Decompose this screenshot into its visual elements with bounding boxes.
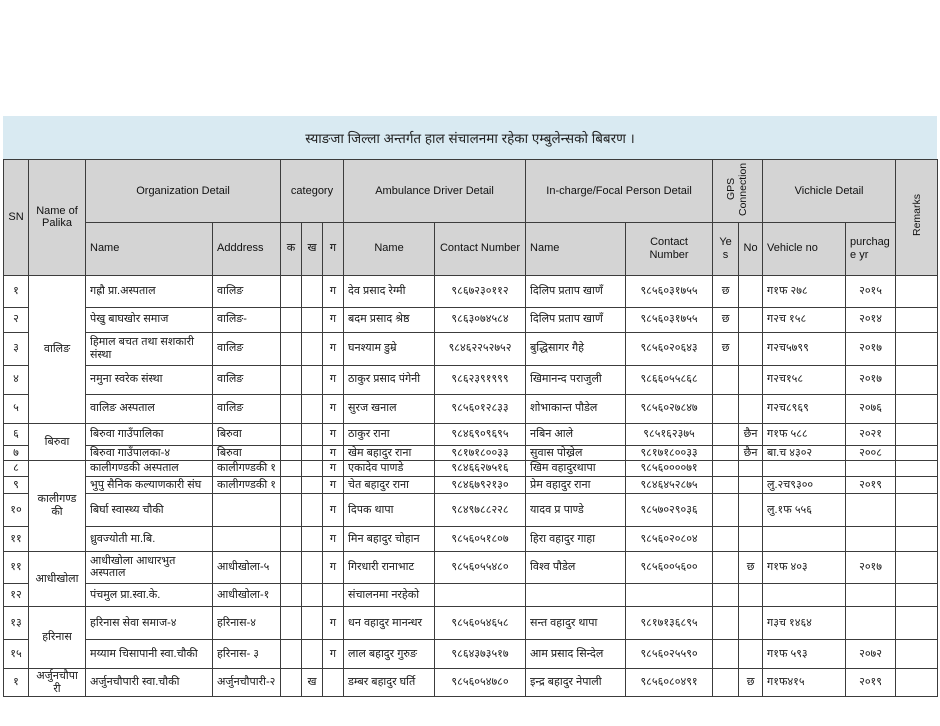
vehicle-no-cell: लु.१फ ५५६: [763, 493, 846, 526]
org-address-cell: वालिङ-: [213, 307, 281, 332]
incharge-contact-cell: ९८५१६२३७५: [626, 423, 713, 445]
table-row: [4, 639, 938, 668]
org-address-cell: [213, 493, 281, 526]
incharge-name-cell: दिलिप प्रताप खाणँ: [526, 275, 626, 307]
remarks-cell: [896, 606, 938, 639]
incharge-name-cell: खिम वहादुरथापा: [526, 461, 626, 477]
org-name-cell: कालीगण्डकी अस्पताल: [86, 461, 213, 477]
col-header-gps-connection: [713, 160, 763, 223]
sn-cell: १३: [4, 606, 29, 639]
org-address-cell: अर्जुनचौपारी-२: [213, 668, 281, 696]
gps-yes-cell: [713, 394, 739, 423]
incharge-name-cell: खिमानन्द पराजुली: [526, 365, 626, 394]
driver-contact-cell: ९८६७२३०११२: [435, 275, 526, 307]
category-kha-cell: [302, 476, 323, 493]
driver-contact-cell: ९८४६२२५२७५२: [435, 332, 526, 365]
incharge-contact-cell: ९८५६०३१७५५: [626, 275, 713, 307]
incharge-name-cell: हिरा वहादुर गाहा: [526, 526, 626, 551]
incharge-name-cell: शोभाकान्त पौडेल: [526, 394, 626, 423]
driver-contact-cell: ९८४६९०९६९५: [435, 423, 526, 445]
category-kha-cell: [302, 461, 323, 477]
gps-no-cell: [739, 583, 763, 606]
category-kha-cell: [302, 639, 323, 668]
palika-cell: वालिङ: [29, 275, 86, 423]
incharge-contact-cell: ९८५६०२७८४७: [626, 394, 713, 423]
org-name-cell: मय्याम चिसापानी स्वा.चौकी: [86, 639, 213, 668]
table-row: [4, 461, 938, 477]
driver-contact-cell: ९८६३०७४५८४: [435, 307, 526, 332]
incharge-name-cell: नबिन आले: [526, 423, 626, 445]
incharge-name-cell: इन्द्र बहादुर नेपाली: [526, 668, 626, 696]
incharge-name-cell: आम प्रसाद सिन्देल: [526, 639, 626, 668]
driver-name-cell: डम्बर बहादुर घर्ति: [344, 668, 435, 696]
ambulance-table: [3, 159, 938, 697]
incharge-contact-cell: ९८५६०८०४९१: [626, 668, 713, 696]
driver-contact-cell: ९८४६६२७५१६: [435, 461, 526, 477]
category-ka-cell: [281, 551, 302, 583]
remarks-cell: [896, 365, 938, 394]
category-ga-cell: ग: [323, 275, 344, 307]
sn-cell: ३: [4, 332, 29, 365]
col-header-driver-contact: Contact Number: [435, 222, 526, 275]
col-header-gps-no: No: [739, 222, 763, 275]
org-address-cell: हरिनास- ३: [213, 639, 281, 668]
document-title: स्याङजा जिल्ला अन्तर्गत हाल संचालनमा रहेका एम्बुलेन्सको बिबरण ।: [305, 130, 635, 146]
gps-yes-cell: [713, 365, 739, 394]
incharge-contact-cell: ९८५६०३१७५५: [626, 307, 713, 332]
category-ga-cell: ग: [323, 307, 344, 332]
category-ga-cell: ग: [323, 476, 344, 493]
gps-yes-cell: [713, 461, 739, 477]
vehicle-no-cell: [763, 583, 846, 606]
org-name-cell: हिमाल बचत तथा सशकारी संस्था: [86, 332, 213, 365]
org-name-cell: ध्रुवज्योती मा.बि.: [86, 526, 213, 551]
category-ga-cell: ग: [323, 526, 344, 551]
vehicle-no-cell: ग२च १५८: [763, 307, 846, 332]
category-kha-cell: [302, 445, 323, 461]
incharge-name-cell: यादव प्र पाण्डे: [526, 493, 626, 526]
sn-cell: १५: [4, 639, 29, 668]
gps-yes-cell: [713, 551, 739, 583]
driver-name-cell: संचालनमा नरहेको: [344, 583, 435, 606]
driver-name-cell: देव प्रसाद रेग्मी: [344, 275, 435, 307]
table-row: [4, 606, 938, 639]
driver-name-cell: ठाकुर प्रसाद पंगेनी: [344, 365, 435, 394]
sn-cell: ८: [4, 461, 29, 477]
driver-contact-cell: ९८५६०५१८०७: [435, 526, 526, 551]
purchase-year-cell: २०१९: [846, 476, 896, 493]
category-kha-cell: ख: [302, 668, 323, 696]
driver-name-cell: मिन बहादुर चोहान: [344, 526, 435, 551]
category-ga-cell: ग: [323, 423, 344, 445]
driver-name-cell: घनश्याम डुम्रे: [344, 332, 435, 365]
col-header-driver-detail: Ambulance Driver Detail: [344, 160, 526, 223]
table-row: [4, 365, 938, 394]
driver-name-cell: सुरज खनाल: [344, 394, 435, 423]
org-name-cell: बिरुवा गाउँपालका-४: [86, 445, 213, 461]
category-ka-cell: [281, 307, 302, 332]
remarks-cell: [896, 493, 938, 526]
org-address-cell: आधीखोला-१: [213, 583, 281, 606]
purchase-year-cell: २०१७: [846, 332, 896, 365]
incharge-contact-cell: ९८५६००००७१: [626, 461, 713, 477]
gps-no-cell: [739, 365, 763, 394]
incharge-name-cell: प्रेम वहादुर राना: [526, 476, 626, 493]
driver-contact-cell: ९८५६०५४७८०: [435, 668, 526, 696]
vehicle-no-cell: ग१फ ५८८: [763, 423, 846, 445]
gps-yes-cell: [713, 526, 739, 551]
category-ka-cell: [281, 668, 302, 696]
category-ka-cell: [281, 394, 302, 423]
purchase-year-cell: [846, 493, 896, 526]
category-kha-cell: [302, 275, 323, 307]
purchase-year-cell: [846, 583, 896, 606]
vehicle-no-cell: ग२च८९६९: [763, 394, 846, 423]
org-name-cell: पंचमुल प्रा.स्वा.के.: [86, 583, 213, 606]
remarks-cell: [896, 668, 938, 696]
org-address-cell: बिरुवा: [213, 423, 281, 445]
vehicle-no-cell: ग२च५७९९: [763, 332, 846, 365]
sn-cell: ५: [4, 394, 29, 423]
purchase-year-cell: २०१७: [846, 365, 896, 394]
purchase-year-cell: २००८: [846, 445, 896, 461]
driver-contact-cell: ९८६४३७३५१७: [435, 639, 526, 668]
remarks-cell: [896, 639, 938, 668]
driver-contact-cell: ९८५६०१२८३३: [435, 394, 526, 423]
col-header-driver-name: Name: [344, 222, 435, 275]
incharge-contact-cell: ९८६६०५५८६८: [626, 365, 713, 394]
incharge-name-cell: विश्व पौडेल: [526, 551, 626, 583]
category-kha-cell: [302, 332, 323, 365]
vehicle-no-cell: ग१फ २७८: [763, 275, 846, 307]
col-header-vehicle-detail: Vichicle Detail: [763, 160, 896, 223]
purchase-year-cell: २०१४: [846, 307, 896, 332]
category-ga-cell: [323, 668, 344, 696]
driver-contact-cell: ९८६२३९१९९९: [435, 365, 526, 394]
table-row: [4, 526, 938, 551]
incharge-contact-cell: ९८५६०२०६४३: [626, 332, 713, 365]
col-header-vehicle-no: Vehicle no: [763, 222, 846, 275]
category-ga-cell: ग: [323, 365, 344, 394]
remarks-vertical-label: Remarks: [910, 194, 923, 237]
gps-no-cell: [739, 606, 763, 639]
palika-cell: हरिनास: [29, 606, 86, 668]
org-name-cell: गह्रौ प्रा.अस्पताल: [86, 275, 213, 307]
table-row: [4, 493, 938, 526]
gps-yes-cell: [713, 476, 739, 493]
category-ga-cell: ग: [323, 394, 344, 423]
purchase-year-cell: [846, 606, 896, 639]
driver-name-cell: लाल बहादुर गुरुङ: [344, 639, 435, 668]
category-kha-cell: [302, 526, 323, 551]
purchase-year-cell: २०१९: [846, 668, 896, 696]
gps-connection-vertical-label: GPS Connection: [725, 162, 750, 216]
category-ka-cell: [281, 332, 302, 365]
sn-cell: ९: [4, 476, 29, 493]
col-header-cat-kha: ख: [302, 222, 323, 275]
category-ka-cell: [281, 423, 302, 445]
category-ka-cell: [281, 606, 302, 639]
driver-name-cell: ठाकुर राना: [344, 423, 435, 445]
gps-no-cell: [739, 493, 763, 526]
category-ka-cell: [281, 275, 302, 307]
org-address-cell: बिरुवा: [213, 445, 281, 461]
col-header-incharge-name: Name: [526, 222, 626, 275]
org-address-cell: वालिङ: [213, 332, 281, 365]
remarks-cell: [896, 583, 938, 606]
category-ga-cell: [323, 583, 344, 606]
incharge-contact-cell: [626, 583, 713, 606]
sn-cell: २: [4, 307, 29, 332]
gps-yes-cell: [713, 668, 739, 696]
category-kha-cell: [302, 551, 323, 583]
driver-contact-cell: ९८५६०५४६५८: [435, 606, 526, 639]
incharge-contact-cell: ९८५६०२०८०४: [626, 526, 713, 551]
org-name-cell: आधीखोला आधारभुत अस्पताल: [86, 551, 213, 583]
table-row: [4, 476, 938, 493]
purchase-year-cell: २०१५: [846, 275, 896, 307]
vehicle-no-cell: ग१फ ५९३: [763, 639, 846, 668]
gps-no-cell: [739, 639, 763, 668]
col-header-sn: SN: [4, 160, 29, 276]
category-ga-cell: ग: [323, 461, 344, 477]
incharge-name-cell: बुद्धिसागर गैहे: [526, 332, 626, 365]
col-header-gps-yes: Yes: [713, 222, 739, 275]
remarks-cell: [896, 526, 938, 551]
title-bar: [3, 116, 937, 159]
driver-name-cell: बदम प्रसाद श्रेष्ठ: [344, 307, 435, 332]
category-kha-cell: [302, 394, 323, 423]
gps-yes-cell: छ: [713, 332, 739, 365]
vehicle-no-cell: [763, 526, 846, 551]
category-ga-cell: ग: [323, 551, 344, 583]
remarks-cell: [896, 307, 938, 332]
org-address-cell: वालिङ: [213, 365, 281, 394]
category-ka-cell: [281, 583, 302, 606]
vehicle-no-cell: ग१फ ४०३: [763, 551, 846, 583]
org-address-cell: हरिनास-४: [213, 606, 281, 639]
category-kha-cell: [302, 423, 323, 445]
purchase-year-cell: [846, 526, 896, 551]
palika-cell: अर्जुनचौपारी: [29, 668, 86, 696]
category-kha-cell: [302, 493, 323, 526]
sn-cell: १०: [4, 493, 29, 526]
vehicle-no-cell: बा.च ४३०२: [763, 445, 846, 461]
col-header-category: category: [281, 160, 344, 223]
gps-no-cell: [739, 332, 763, 365]
category-ga-cell: ग: [323, 332, 344, 365]
col-header-palika: Name of Palika: [29, 160, 86, 276]
category-kha-cell: [302, 583, 323, 606]
purchase-year-cell: [846, 461, 896, 477]
gps-no-cell: [739, 461, 763, 477]
table-row: [4, 423, 938, 445]
col-header-incharge-contact: Contact Number: [626, 222, 713, 275]
org-name-cell: हरिनास सेवा समाज-४: [86, 606, 213, 639]
org-address-cell: वालिङ: [213, 275, 281, 307]
gps-yes-cell: [713, 423, 739, 445]
incharge-contact-cell: ९८५७०२९०३६: [626, 493, 713, 526]
driver-contact-cell: ९८५६०५५४८०: [435, 551, 526, 583]
incharge-name-cell: सुवास पोख्रेल: [526, 445, 626, 461]
incharge-contact-cell: ९८१७१३६८९५: [626, 606, 713, 639]
vehicle-no-cell: लु.२च९३००: [763, 476, 846, 493]
table-row: [4, 332, 938, 365]
table-row: [4, 583, 938, 606]
driver-contact-cell: ९८१७१८००३३: [435, 445, 526, 461]
col-header-org-address: Adddress: [213, 222, 281, 275]
vehicle-no-cell: ग२च१५८: [763, 365, 846, 394]
col-header-organization-detail: Organization Detail: [86, 160, 281, 223]
incharge-name-cell: सन्त वहादुर थापा: [526, 606, 626, 639]
driver-name-cell: गिरधारी रानाभाट: [344, 551, 435, 583]
gps-no-cell: छ: [739, 668, 763, 696]
org-address-cell: कालीगण्डकी १: [213, 476, 281, 493]
remarks-cell: [896, 394, 938, 423]
col-header-remarks: [896, 160, 938, 276]
col-header-org-name: Name: [86, 222, 213, 275]
category-kha-cell: [302, 606, 323, 639]
vehicle-no-cell: ग३च १४६४: [763, 606, 846, 639]
driver-contact-cell: ९८४९७८८२२८: [435, 493, 526, 526]
category-ka-cell: [281, 365, 302, 394]
incharge-contact-cell: ९८५६०२५५९०: [626, 639, 713, 668]
driver-name-cell: धन वहादुर मानन्धर: [344, 606, 435, 639]
category-ka-cell: [281, 445, 302, 461]
category-kha-cell: [302, 365, 323, 394]
col-header-cat-ga: ग: [323, 222, 344, 275]
category-ga-cell: ग: [323, 606, 344, 639]
category-kha-cell: [302, 307, 323, 332]
incharge-contact-cell: ९८५६००५६००: [626, 551, 713, 583]
org-address-cell: वालिङ: [213, 394, 281, 423]
gps-no-cell: [739, 307, 763, 332]
gps-yes-cell: [713, 445, 739, 461]
gps-yes-cell: [713, 583, 739, 606]
org-address-cell: [213, 526, 281, 551]
remarks-cell: [896, 445, 938, 461]
gps-yes-cell: [713, 606, 739, 639]
org-name-cell: बिरुवा गाउँपालिका: [86, 423, 213, 445]
remarks-cell: [896, 423, 938, 445]
gps-yes-cell: [713, 493, 739, 526]
table-row: [4, 445, 938, 461]
gps-no-cell: [739, 526, 763, 551]
org-name-cell: भुपु सैनिक कल्याणकारी संघ: [86, 476, 213, 493]
org-address-cell: कालीगण्डकी १: [213, 461, 281, 477]
sn-cell: १: [4, 275, 29, 307]
remarks-cell: [896, 461, 938, 477]
gps-no-cell: [739, 476, 763, 493]
driver-contact-cell: [435, 583, 526, 606]
driver-contact-cell: ९८४६७९२१३०: [435, 476, 526, 493]
vehicle-no-cell: [763, 461, 846, 477]
sn-cell: ११: [4, 551, 29, 583]
remarks-cell: [896, 476, 938, 493]
palika-cell: आधीखोला: [29, 551, 86, 606]
palika-cell: बिरुवा: [29, 423, 86, 461]
sn-cell: ७: [4, 445, 29, 461]
gps-no-cell: [739, 394, 763, 423]
palika-cell: कालीगण्डकी: [29, 461, 86, 552]
purchase-year-cell: २०७२: [846, 639, 896, 668]
driver-name-cell: चेत बहादुर राना: [344, 476, 435, 493]
gps-no-cell: [739, 275, 763, 307]
remarks-cell: [896, 551, 938, 583]
category-ka-cell: [281, 476, 302, 493]
incharge-contact-cell: ९८१७१८००३३: [626, 445, 713, 461]
gps-yes-cell: छ: [713, 307, 739, 332]
category-ga-cell: ग: [323, 445, 344, 461]
gps-yes-cell: [713, 639, 739, 668]
category-ka-cell: [281, 461, 302, 477]
gps-no-cell: छ: [739, 551, 763, 583]
table-row: [4, 551, 938, 583]
gps-yes-cell: छ: [713, 275, 739, 307]
purchase-year-cell: २०१७: [846, 551, 896, 583]
sn-cell: १: [4, 668, 29, 696]
col-header-cat-ka: क: [281, 222, 302, 275]
org-name-cell: पेखु बाघखोर समाज: [86, 307, 213, 332]
sn-cell: ६: [4, 423, 29, 445]
sn-cell: १२: [4, 583, 29, 606]
vehicle-no-cell: ग१फ४१५: [763, 668, 846, 696]
table-row: [4, 668, 938, 696]
category-ka-cell: [281, 639, 302, 668]
org-name-cell: अर्जुनचौपारी स्वा.चौकी: [86, 668, 213, 696]
gps-no-cell: छैन: [739, 423, 763, 445]
gps-no-cell: छैन: [739, 445, 763, 461]
incharge-name-cell: [526, 583, 626, 606]
col-header-incharge-detail: In-charge/Focal Person Detail: [526, 160, 713, 223]
purchase-year-cell: २०७६: [846, 394, 896, 423]
col-header-vehicle-yr: purchage yr: [846, 222, 896, 275]
driver-name-cell: दिपक थापा: [344, 493, 435, 526]
table-row: [4, 394, 938, 423]
sn-cell: ११: [4, 526, 29, 551]
driver-name-cell: एकादेव पाणडे: [344, 461, 435, 477]
category-ka-cell: [281, 493, 302, 526]
driver-name-cell: खेम बहादुर राना: [344, 445, 435, 461]
remarks-cell: [896, 275, 938, 307]
incharge-contact-cell: ९८४६४५२८७५: [626, 476, 713, 493]
table-row: [4, 307, 938, 332]
purchase-year-cell: २०२१: [846, 423, 896, 445]
category-ga-cell: ग: [323, 639, 344, 668]
category-ka-cell: [281, 526, 302, 551]
org-name-cell: बिर्घा स्वास्थ्य चौकी: [86, 493, 213, 526]
remarks-cell: [896, 332, 938, 365]
category-ga-cell: ग: [323, 493, 344, 526]
incharge-name-cell: दिलिप प्रताप खाणँ: [526, 307, 626, 332]
org-address-cell: आधीखोला-५: [213, 551, 281, 583]
org-name-cell: नमुना स्वरेक संस्था: [86, 365, 213, 394]
sn-cell: ४: [4, 365, 29, 394]
table-row: [4, 275, 938, 307]
org-name-cell: वालिङ अस्पताल: [86, 394, 213, 423]
